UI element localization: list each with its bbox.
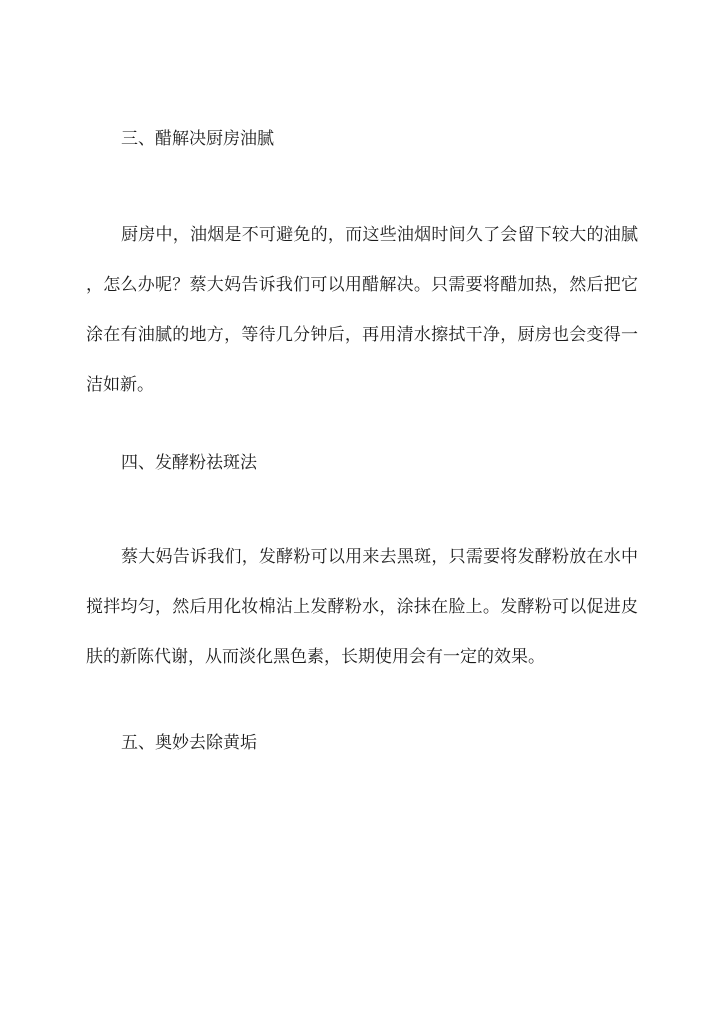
section-heading-yellow-stains: 五、奥妙去除黄垢 (121, 733, 257, 753)
paragraph-baking-powder (86, 546, 638, 668)
paragraph-line: 洁如新。 (86, 375, 154, 395)
paragraph-line: 搅拌均匀，然后用化妆棉沾上发酵粉水，涂抹在脸上。发酵粉可以促进皮 (86, 597, 638, 617)
paragraph-line: 肤的新陈代谢，从而淡化黑色素，长期使用会有一定的效果。 (86, 647, 545, 667)
section-heading-baking-powder: 四、发酵粉祛斑法 (121, 453, 257, 473)
section-heading-vinegar: 三、醋解决厨房油腻 (121, 129, 274, 149)
paragraph-vinegar (86, 224, 638, 396)
paragraph-line: 涂在有油腻的地方，等待几分钟后，再用清水擦拭干净，厨房也会变得一 (86, 325, 638, 345)
paragraph-line: ，怎么办呢？蔡大妈告诉我们可以用醋解决。只需要将醋加热，然后把它 (86, 275, 638, 295)
paragraph-line: 蔡大妈告诉我们，发酵粉可以用来去黑斑，只需要将发酵粉放在水中 (121, 547, 638, 567)
paragraph-line: 厨房中，油烟是不可避免的，而这些油烟时间久了会留下较大的油腻 (121, 225, 638, 245)
